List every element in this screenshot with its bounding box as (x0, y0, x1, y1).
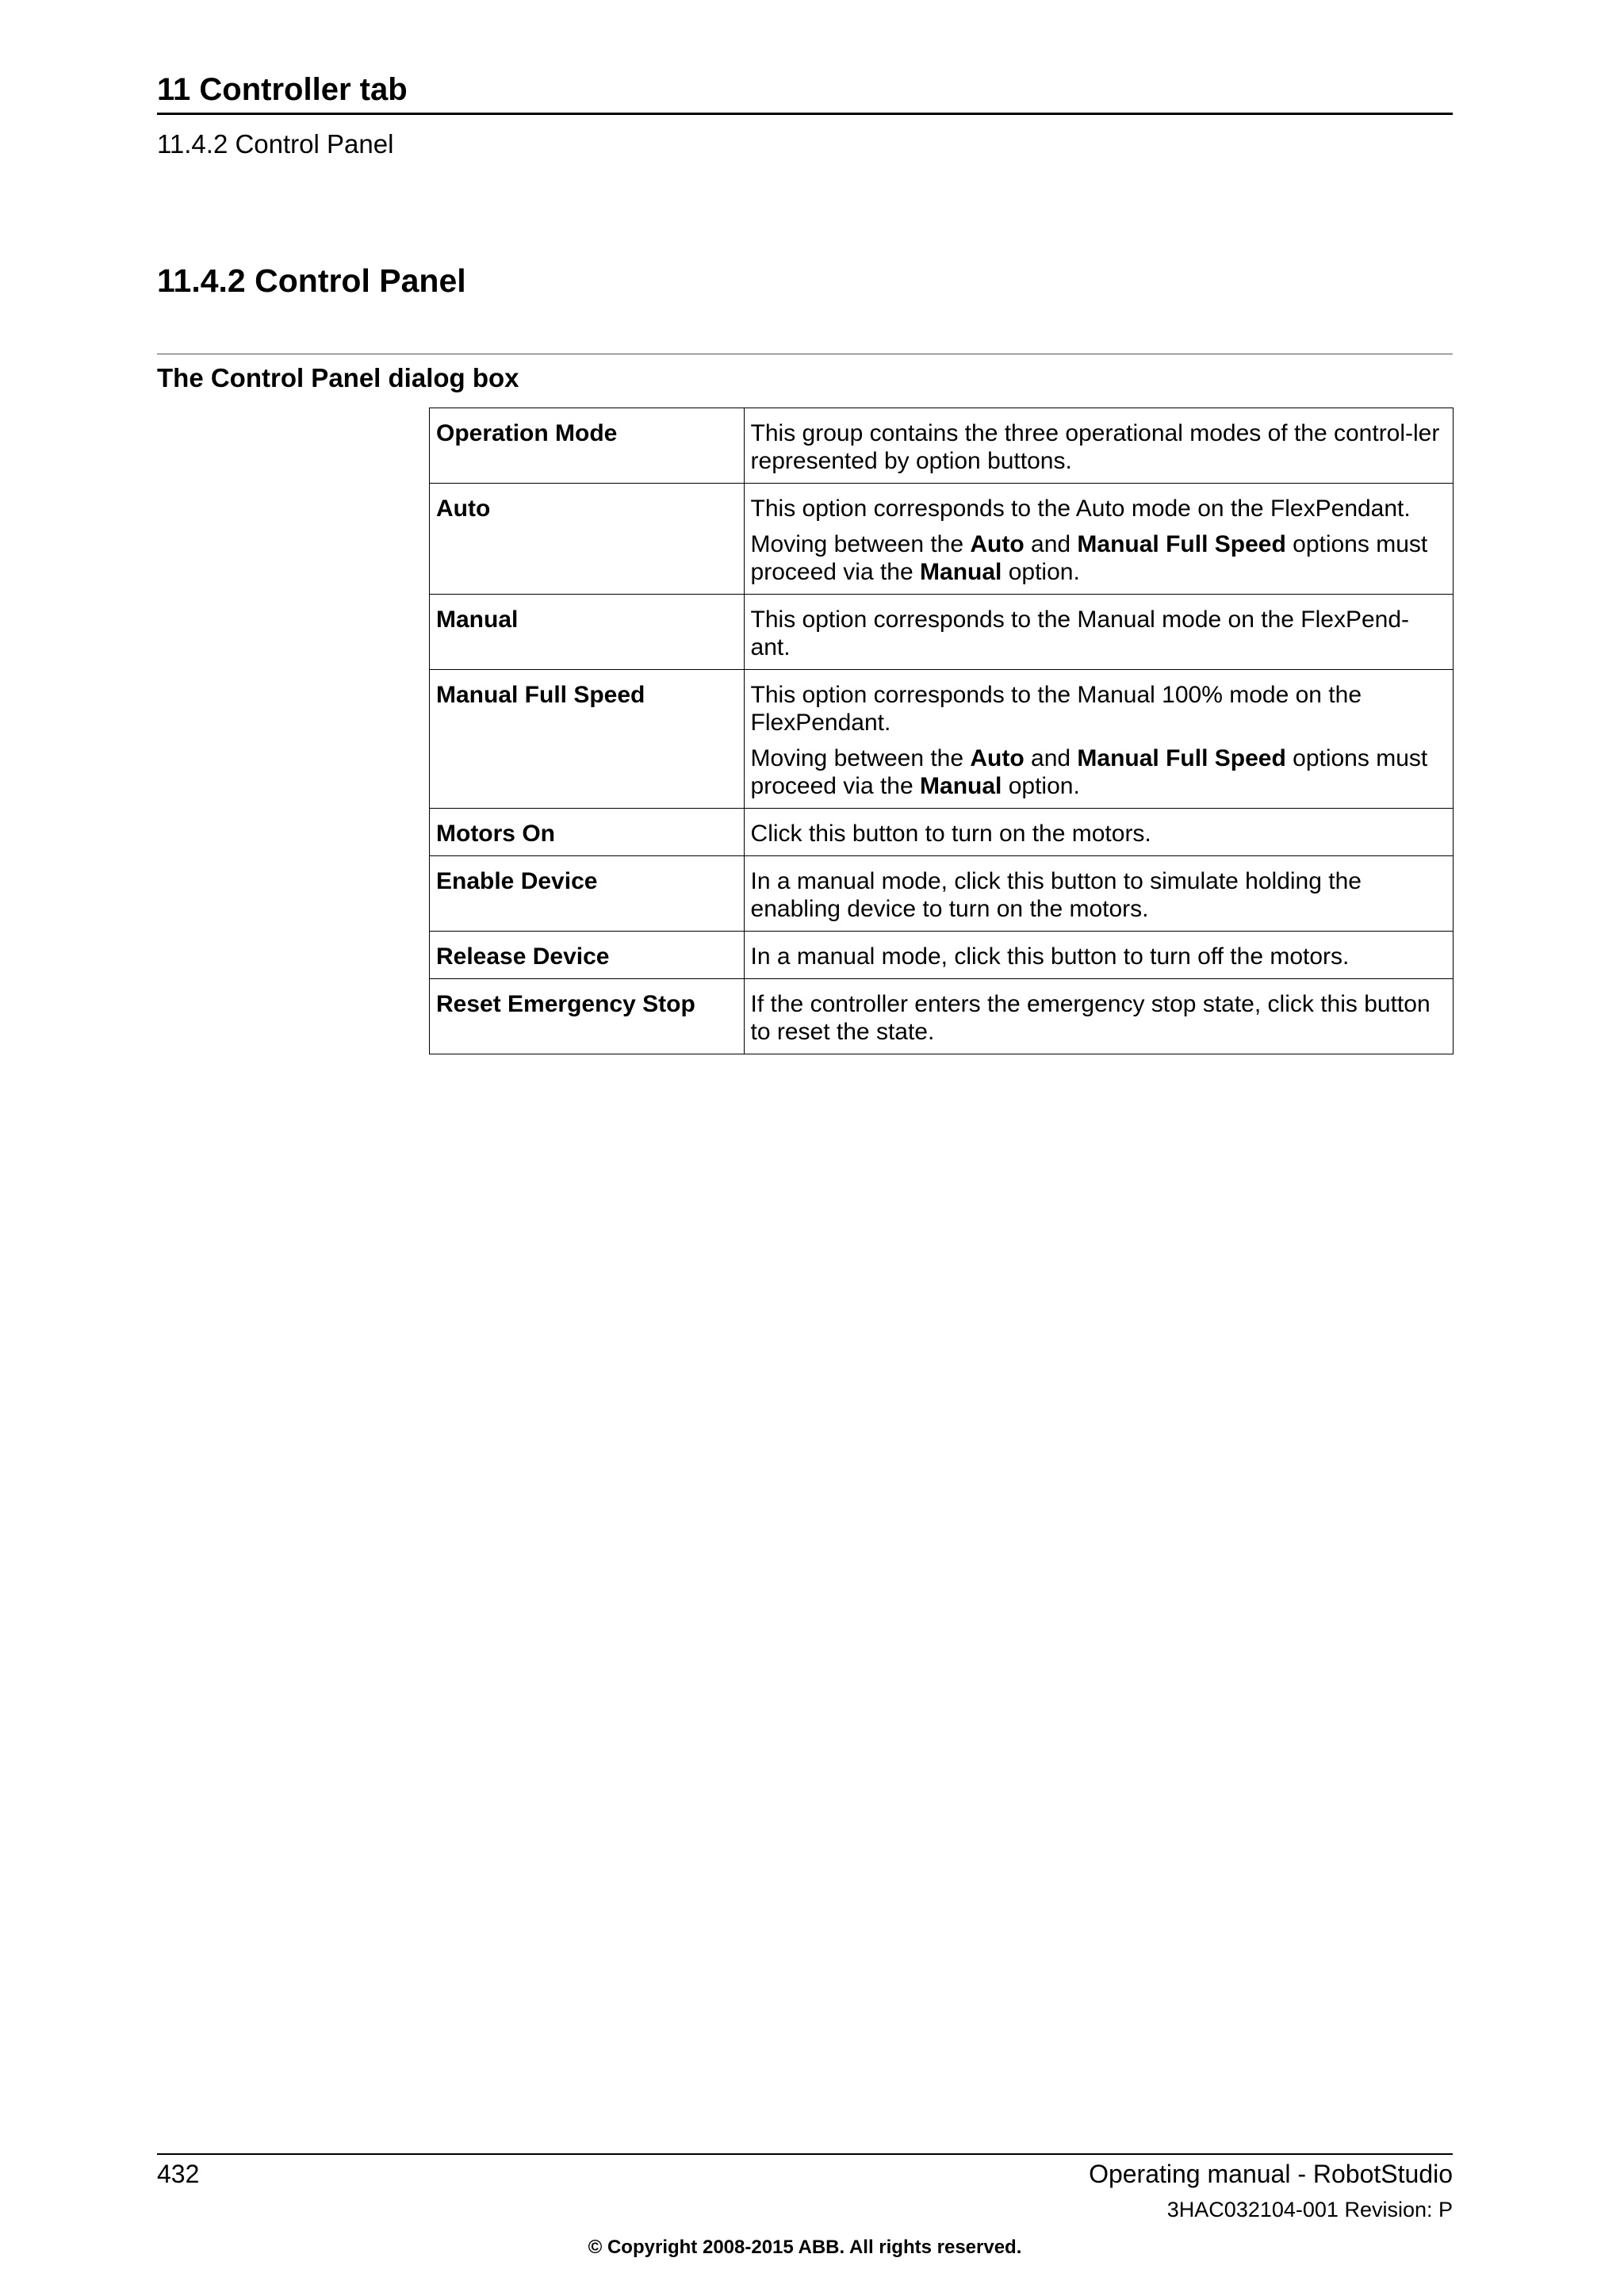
bold-term: Auto (970, 745, 1025, 771)
document-id: 3HAC032104-001 Revision: P (1166, 2198, 1453, 2221)
description-cell (744, 979, 1453, 1054)
chapter-header (157, 68, 1453, 115)
text-run: option. (1002, 559, 1080, 585)
term-cell: Manual Full Speed (430, 670, 745, 809)
table-row (430, 809, 1454, 856)
text-run: options must proceed via the (750, 745, 1428, 799)
table-row (430, 595, 1454, 670)
manual-title: Operating manual - RobotStudio (1089, 2160, 1453, 2188)
description-cell (744, 408, 1453, 484)
subheading: The Control Panel dialog box (157, 363, 519, 392)
description-paragraph (751, 744, 1446, 800)
text-run: options must proceed via the (750, 531, 1428, 585)
text-run: option. (1002, 773, 1080, 799)
running-section-title: 11.4.2 Control Panel (157, 129, 394, 159)
description-cell (744, 809, 1453, 856)
description-cell (744, 595, 1453, 670)
description-cell (744, 670, 1453, 809)
term-cell: Operation Mode (430, 408, 745, 484)
text-run: This option corresponds to the Manual mode on the FlexPend-ant. (750, 607, 1410, 660)
text-run: and (1024, 745, 1078, 771)
description-paragraph (751, 943, 1446, 970)
page-number: 432 (157, 2160, 200, 2188)
text-run: Click this button to turn on the motors. (750, 821, 1151, 847)
term-cell: Enable Device (430, 856, 745, 932)
description-paragraph (751, 495, 1446, 522)
copyright-notice: © Copyright 2008-2015 ABB. All rights reserved. (588, 2237, 1022, 2258)
table-row (430, 670, 1454, 809)
table-row (430, 856, 1454, 932)
table-row (430, 408, 1454, 484)
description-cell (744, 932, 1453, 979)
description-paragraph (751, 530, 1446, 586)
description-paragraph (751, 419, 1446, 475)
table-body (430, 408, 1454, 1054)
description-cell (744, 856, 1453, 932)
text-run: In a manual mode, click this button to simulate holding the enabling device to turn on the motors. (750, 868, 1362, 922)
table-row (430, 484, 1454, 595)
control-panel-table (429, 408, 1454, 1054)
bold-term: Manual (920, 773, 1002, 799)
description-paragraph (751, 606, 1446, 661)
text-run: In a manual mode, click this button to turn off the motors. (750, 943, 1350, 970)
term-cell: Reset Emergency Stop (430, 979, 745, 1054)
term-cell: Manual (430, 595, 745, 670)
chapter-title: 11 Controller tab (157, 72, 408, 107)
description-paragraph (751, 990, 1446, 1046)
bold-term: Manual Full Speed (1077, 531, 1286, 557)
footer-rule (157, 2153, 1453, 2155)
description-cell (744, 484, 1453, 595)
chapter-rule (157, 113, 1453, 115)
text-run: Moving between the (750, 531, 971, 557)
term-cell: Release Device (430, 932, 745, 979)
section-title: 11.4.2 Control Panel (157, 262, 466, 299)
text-run: This option corresponds to the Manual 100% mode on the FlexPendant. (750, 682, 1362, 736)
term-cell: Auto (430, 484, 745, 595)
table-row (430, 932, 1454, 979)
text-run: If the controller enters the emergency stop state, click this button to reset the state. (750, 991, 1431, 1045)
text-run: Moving between the (750, 745, 971, 771)
description-paragraph (751, 820, 1446, 848)
text-run: This option corresponds to the Auto mode on the FlexPendant. (750, 496, 1411, 522)
table-row (430, 979, 1454, 1054)
text-run: This group contains the three operational modes of the control-ler represented by option buttons. (750, 420, 1440, 474)
term-cell: Motors On (430, 809, 745, 856)
bold-term: Auto (970, 531, 1025, 557)
description-paragraph (751, 681, 1446, 737)
text-run: and (1024, 531, 1078, 557)
bold-term: Manual (920, 559, 1002, 585)
bold-term: Manual Full Speed (1077, 745, 1286, 771)
description-paragraph (751, 867, 1446, 923)
